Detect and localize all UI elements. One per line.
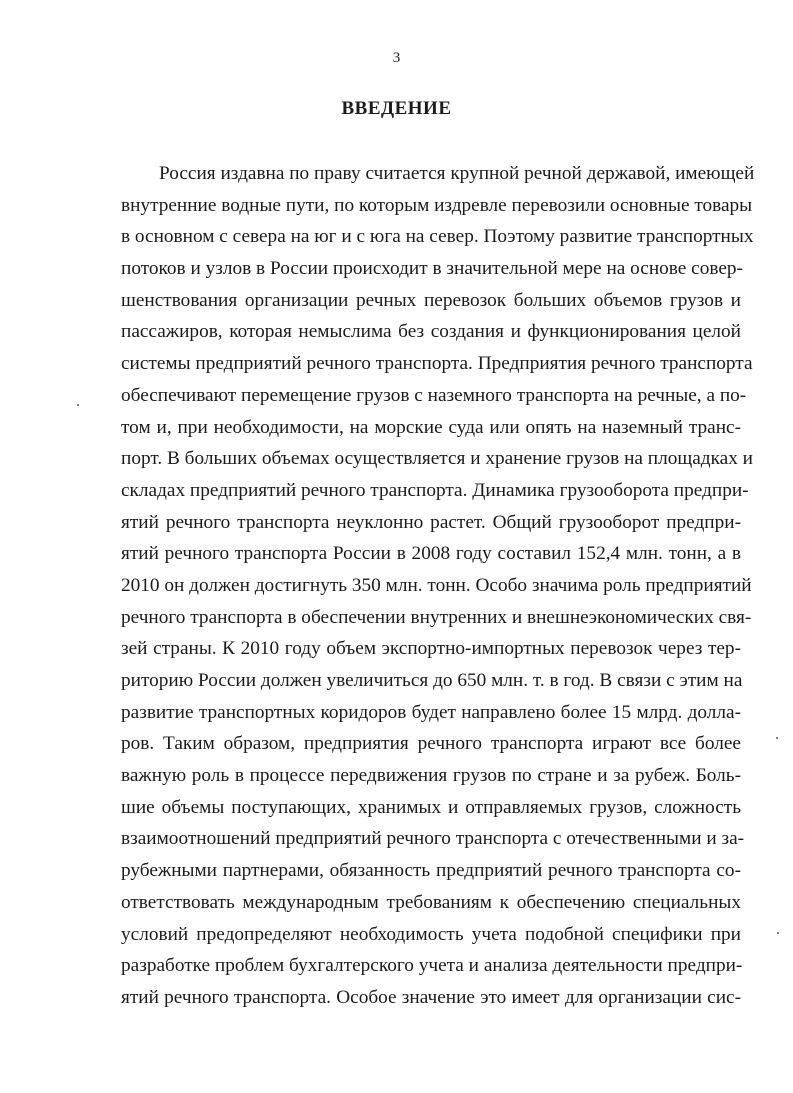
scan-artifact bbox=[777, 932, 779, 934]
paragraph-line: внутренние водные пути, по которым издревле перевозили основные товары bbox=[121, 194, 753, 216]
paragraph-line: порт. В больших объемах осуществляется и хранение грузов на площадках и bbox=[121, 448, 753, 470]
paragraph-line: взаимоотношений предприятий речного транспорта с отечественными и за- bbox=[121, 828, 745, 850]
scan-artifact bbox=[776, 737, 778, 739]
paragraph-line: рубежными партнерами, обязанность предприятий речного транспорта со- bbox=[121, 860, 741, 882]
paragraph-line: ятий речного транспорта. Особое значение это имеет для организации сис- bbox=[121, 986, 741, 1008]
paragraph-line: системы предприятий речного транспорта. Предприятия речного транспорта bbox=[121, 353, 753, 375]
paragraph-line: ров. Таким образом, предприятия речного транспорта играют все более bbox=[121, 733, 741, 755]
paragraph-line: разработке проблем бухгалтерского учета и анализа деятельности предпри- bbox=[121, 955, 743, 977]
page-number: 3 bbox=[392, 50, 401, 66]
scan-artifact bbox=[77, 404, 79, 406]
paragraph-line: условий предопределяют необходимость учета подобной специфики при bbox=[121, 923, 741, 945]
section-title: ВВЕДЕНИЕ bbox=[341, 98, 452, 119]
paragraph-line: в основном с севера на юг и с юга на север. Поэтому развитие транспортных bbox=[121, 226, 754, 248]
paragraph-line: складах предприятий речного транспорта. Динамика грузооборота предпри- bbox=[121, 479, 749, 501]
paragraph-line: обеспечивают перемещение грузов с наземного транспорта на речные, а по- bbox=[121, 384, 747, 406]
paragraph-line: Россия издавна по праву считается крупной речной державой, имеющей bbox=[159, 163, 755, 184]
paragraph-line: ответствовать международным требованиям к обеспечению специальных bbox=[121, 891, 741, 913]
paragraph-line: потоков и узлов в России происходит в значительной мере на основе совер- bbox=[121, 258, 743, 280]
paragraph-line: ятий речного транспорта России в 2008 году составил 152,4 млн. тонн, а в bbox=[121, 543, 741, 565]
paragraph-line: 2010 он должен достигнуть 350 млн. тонн. Особо значима роль предприятий bbox=[121, 574, 752, 596]
paragraph-line: развитие транспортных коридоров будет направлено более 15 млрд. долла- bbox=[121, 701, 741, 723]
paragraph-line: важную роль в процессе передвижения грузов по стране и за рубеж. Боль- bbox=[121, 765, 741, 787]
paragraph-line: зей страны. К 2010 году объем экспортно-импортных перевозок через тер- bbox=[121, 638, 741, 660]
paragraph-line: речного транспорта в обеспечении внутренних и внешнеэкономических свя- bbox=[121, 606, 752, 628]
paragraph-line: риторию России должен увеличиться до 650 млн. т. в год. В связи с этим на bbox=[121, 670, 743, 691]
paragraph-line: пассажиров, которая немыслима без создания и функционирования целой bbox=[121, 321, 741, 343]
body-paragraph bbox=[121, 158, 755, 1014]
paragraph-line: шие объемы поступающих, хранимых и отправляемых грузов, сложность bbox=[121, 796, 741, 818]
paragraph-line: том и, при необходимости, на морские суда или опять на наземный транс- bbox=[121, 416, 741, 438]
paragraph-line: ятий речного транспорта неуклонно растет. Общий грузооборот предпри- bbox=[121, 511, 741, 533]
paragraph-line: шенствования организации речных перевозок больших объемов грузов и bbox=[121, 289, 741, 311]
